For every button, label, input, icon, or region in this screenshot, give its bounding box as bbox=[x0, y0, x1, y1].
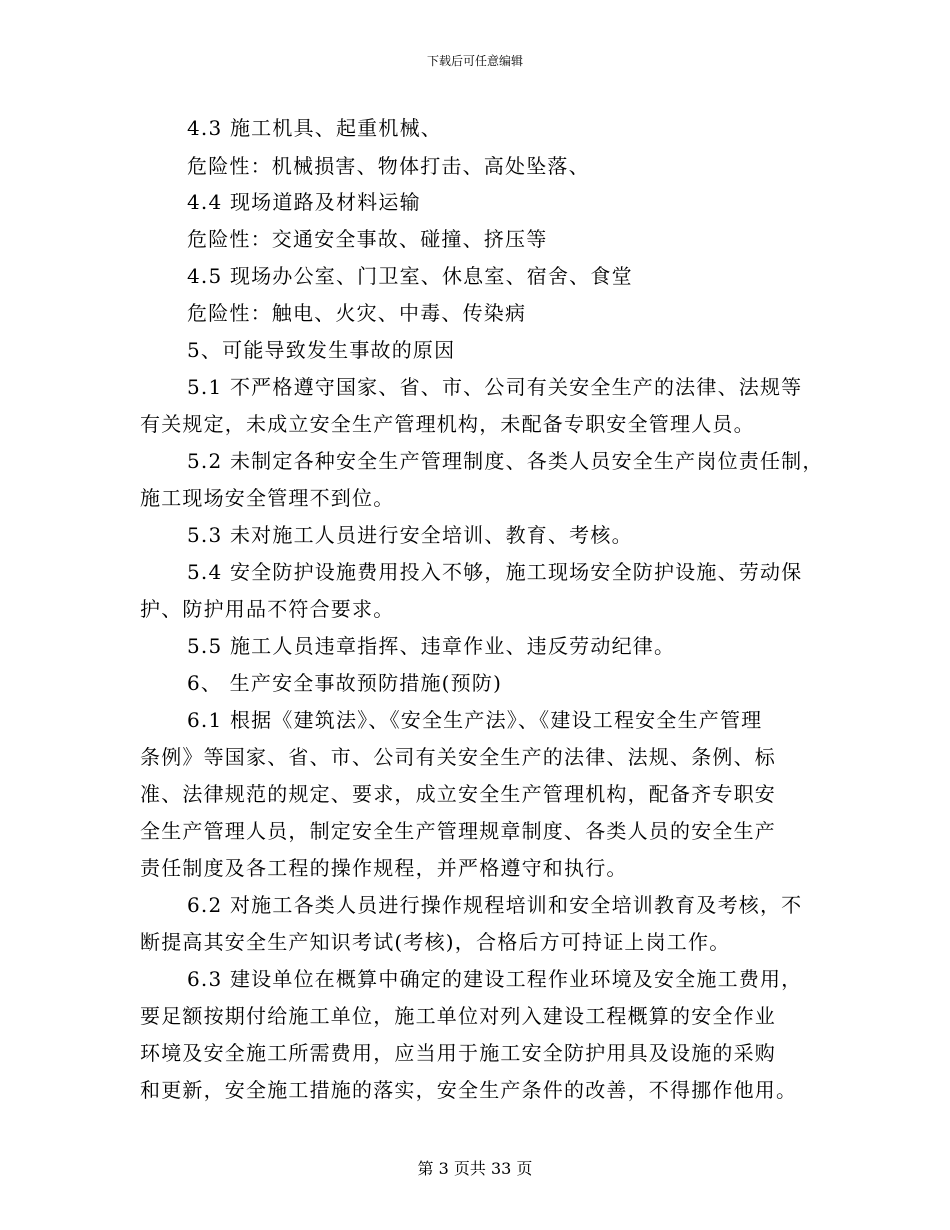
text-line: 要足额按期付给施工单位，施工单位对列入建设工程概算的安全作业 bbox=[140, 1004, 776, 1028]
text-line: 有关规定，未成立安全生产管理机构，未配备专职安全管理人员。 bbox=[140, 412, 755, 436]
text-line: 危险性：触电、火灾、中毒、传染病 bbox=[187, 301, 527, 325]
text-line: 5.3 未对施工人员进行安全培训、教育、考核。 bbox=[187, 523, 633, 547]
text-line: 和更新，安全施工措施的落实，安全生产条件的改善，不得挪作他用。 bbox=[140, 1078, 798, 1102]
section-heading: 5、可能导致发生事故的原因 bbox=[187, 338, 456, 362]
text-line: 4.5 现场办公室、门卫室、休息室、宿舍、食堂 bbox=[187, 264, 633, 288]
text-line: 护、防护用品不符合要求。 bbox=[140, 597, 395, 621]
text-line: 5.2 未制定各种安全生产管理制度、各类人员安全生产岗位责任制， bbox=[187, 449, 824, 473]
text-line: 5.4 安全防护设施费用投入不够，施工现场安全防护设施、劳动保 bbox=[187, 560, 803, 584]
text-line: 责任制度及各工程的操作规程，并严格遵守和执行。 bbox=[140, 856, 628, 880]
page-header: 下载后可任意编辑 bbox=[426, 54, 523, 68]
text-line: 断提高其安全生产知识考试(考核)，合格后方可持证上岗工作。 bbox=[140, 930, 731, 954]
text-line: 6.1 根据《建筑法》、《安全生产法》、《建设工程安全生产管理 bbox=[187, 708, 763, 732]
text-line: 5.5 施工人员违章指挥、违章作业、违反劳动纪律。 bbox=[187, 634, 676, 658]
text-line: 全生产管理人员，制定安全生产管理规章制度、各类人员的安全生产 bbox=[140, 819, 776, 843]
text-line: 危险性：交通安全事故、碰撞、挤压等 bbox=[187, 227, 548, 251]
text-line: 5.1 不严格遵守国家、省、市、公司有关安全生产的法律、法规等 bbox=[187, 375, 803, 399]
text-line: 4.3 施工机具、起重机械、 bbox=[187, 116, 442, 140]
text-line: 6.3 建设单位在概算中确定的建设工程作业环境及安全施工费用， bbox=[187, 967, 803, 991]
page-footer: 第 3 页共 33 页 bbox=[417, 1159, 533, 1178]
text-line: 危险性：机械损害、物体打击、高处坠落、 bbox=[187, 154, 590, 178]
text-line: 施工现场安全管理不到位。 bbox=[140, 486, 395, 510]
text-line: 准、法律规范的规定、要求，成立安全生产管理机构，配备齐专职安 bbox=[140, 782, 776, 806]
text-line: 条例》等国家、省、市、公司有关安全生产的法律、法规、条例、标 bbox=[140, 745, 776, 769]
text-line: 6.2 对施工各类人员进行操作规程培训和安全培训教育及考核，不 bbox=[187, 893, 803, 917]
text-line: 4.4 现场道路及材料运输 bbox=[187, 190, 421, 214]
text-line: 环境及安全施工所需费用，应当用于施工安全防护用具及设施的采购 bbox=[140, 1041, 776, 1065]
section-heading: 6、 生产安全事故预防措施(预防) bbox=[187, 671, 503, 695]
